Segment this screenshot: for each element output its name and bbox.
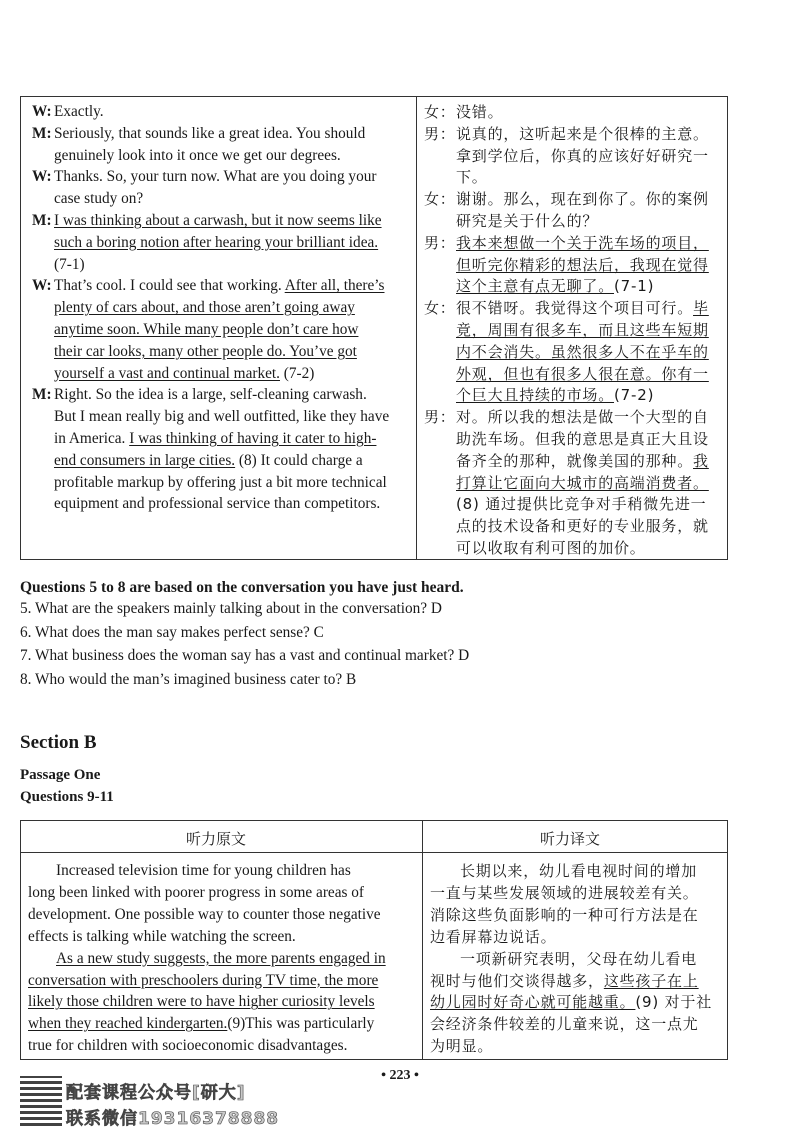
dialogue-en-line (54, 254, 85, 276)
underlined-text: After all, there’s (284, 277, 385, 295)
text-segment: 点的技术设备和更好的专业服务，就 (456, 517, 709, 536)
text-segment: 很不错呀。我觉得这个项目可行。 (456, 299, 694, 318)
section-b-title: Section B (20, 732, 97, 753)
underlined-text: 个巨大且持续的市场。 (456, 386, 615, 405)
passage-zh-line (460, 948, 697, 970)
question-item: 8. Who would the man’s imagined business cater to? B (20, 670, 357, 688)
dialogue-en-line (32, 210, 382, 232)
text-segment: 研究是关于什么的？ (456, 212, 599, 230)
passage-en-line (28, 991, 375, 1013)
dialogue-zh-line (424, 123, 709, 145)
dialogue-zh-line (424, 232, 709, 254)
text-segment: Seriously, that sounds like a great idea. You should (54, 124, 366, 142)
underlined-text: 这些孩子在上 (603, 971, 699, 990)
passage-en-line (28, 1035, 347, 1057)
underlined-text: 竟，周围有很多车，而且这些车短期 (456, 321, 709, 339)
passage-zh-line (430, 970, 699, 992)
passage-zh-line (430, 1013, 699, 1035)
passage-chinese-header: 听力译文 (540, 830, 601, 848)
underlined-text: yourself a vast and continual market. (54, 364, 280, 382)
underlined-text: 毕 (693, 299, 709, 318)
text-segment: equipment and professional service than competitors. (54, 495, 381, 513)
text-segment: Thanks. So, your turn now. What are you doing your (54, 168, 377, 186)
underlined-text: such a boring notion after hearing your brilliant idea. (54, 233, 379, 251)
passage-title: Passage One (20, 767, 101, 783)
speaker-label: 男： (424, 408, 456, 427)
speaker-label: M: (32, 124, 52, 142)
text-segment: long been linked with poorer progress in some areas of (28, 883, 365, 901)
text-segment: 说真的，这听起来是个很棒的主意。 (456, 124, 709, 143)
dialogue-zh-line (456, 428, 709, 450)
text-segment: (8) 通过提供比竞争对手稍微先进一 (456, 495, 707, 514)
passage-zh-line (430, 1035, 493, 1057)
page-number: • 223 • (381, 1068, 419, 1083)
dialogue-en-line (32, 101, 104, 123)
dialogue-zh-line (424, 188, 709, 210)
text-segment: 视时与他们交谈得越多， (430, 971, 604, 990)
text-segment: 谢谢。那么，现在到你了。你的案例 (456, 190, 709, 209)
passage-zh-line (430, 904, 699, 926)
passage-column-divider (422, 820, 423, 1060)
text-segment: But I mean really big and well outfitted, like they have (54, 408, 390, 426)
text-segment: 下。 (456, 168, 488, 187)
dialogue-zh-line (424, 406, 709, 428)
underlined-text: I was thinking about a carwash, but it now seems like (54, 212, 382, 229)
text-segment: 没错。 (456, 103, 504, 121)
text-segment: 助洗车场。但我的意思是真正大且设 (456, 430, 709, 448)
text-segment: case study on? (54, 190, 144, 208)
text-segment: 边看屏幕边说话。 (430, 927, 557, 946)
passage-en-line (28, 926, 296, 948)
speaker-label: M: (32, 386, 52, 404)
text-segment: (7-2) (614, 386, 655, 405)
dialogue-en-line (54, 406, 389, 428)
speaker-label: 男： (424, 124, 456, 143)
text-segment: (9) 对于社 (635, 993, 713, 1012)
text-segment: profitable markup by offering just a bit more technical (54, 473, 387, 491)
passage-zh-line (430, 882, 699, 904)
text-segment: 一项新研究表明，父母在幼儿看电 (460, 949, 698, 968)
speaker-label: 女： (424, 190, 456, 209)
underlined-text: 内不会消失。虽然很多人不在乎车的 (456, 342, 709, 361)
passage-zh-line (460, 860, 697, 882)
underlined-text: end consumers in large cities. (54, 451, 236, 469)
underlined-text: 我本来想做一个关于洗车场的项目， (456, 233, 709, 252)
dialogue-zh-line (456, 450, 709, 472)
text-segment: 可以收取有利可图的加价。 (456, 539, 646, 557)
text-segment: 会经济条件较差的儿童来说，这一点尤 (430, 1015, 699, 1034)
dialogue-en-line (54, 232, 378, 254)
passage-questions-range: Questions 9-11 (20, 789, 114, 805)
text-segment: Right. So the idea is a large, self-cleaning carwash. (54, 386, 367, 404)
dialogue-en-line (54, 428, 376, 450)
dialogue-zh-line (456, 145, 709, 167)
underlined-text: anytime soon. While many people don’t care how (54, 321, 359, 338)
dialogue-zh-line (456, 384, 654, 406)
underlined-text: their car looks, many other people do. You’ve got (54, 342, 357, 360)
dialogue-zh-line (456, 254, 709, 276)
dialogue-en-line (32, 384, 367, 406)
speaker-label: W: (32, 103, 52, 120)
question-item: 7. What business does the woman say has a vast and continual market? D (20, 647, 470, 664)
speaker-label: 男： (424, 233, 456, 252)
text-segment: (7-2) (279, 364, 315, 382)
dialogue-zh-line (456, 515, 709, 537)
passage-zh-line (430, 991, 712, 1013)
dialogue-zh-line (456, 363, 709, 385)
underlined-text: 外观，但也有很多人很在意。你有一 (456, 364, 709, 383)
text-segment: 备齐全的那种，就像美国的那种。 (456, 451, 694, 470)
dialogue-en-line (54, 493, 380, 515)
text-segment: 长期以来，幼儿看电视时间的增加 (460, 862, 698, 880)
text-segment: true for children with socioeconomic disadvantages. (28, 1037, 348, 1055)
speaker-label: 女： (424, 103, 456, 121)
dialogue-zh-line (456, 537, 646, 559)
dialogue-zh-line (456, 472, 709, 494)
passage-en-line (28, 970, 378, 992)
text-segment: genuinely look into it once we get our degrees. (54, 146, 341, 164)
text-segment: (7-1) (54, 255, 85, 273)
passage-header-divider (20, 852, 728, 853)
text-segment: (8) It could charge a (235, 451, 363, 469)
question-item: 5. What are the speakers mainly talking about in the conversation? D (20, 600, 442, 617)
questions-heading: Questions 5 to 8 are based on the conversation you have just heard. (20, 579, 464, 596)
text-segment: That’s cool. I could see that working. (54, 277, 285, 295)
dialogue-zh-line (456, 341, 709, 363)
dialogue-zh-line (456, 166, 488, 188)
underlined-text: 幼儿园时好奇心就可能越重。 (430, 993, 636, 1012)
text-segment: (7-1) (614, 277, 655, 296)
passage-en-line (56, 860, 351, 882)
dialogue-en-line (54, 450, 363, 472)
dialogue-en-line (54, 188, 143, 210)
passage-english-header: 听力原文 (186, 830, 247, 848)
text-segment: 拿到学位后，你真的应该好好研究一 (456, 146, 709, 165)
underlined-text: 打算让它面向大城市的高端消费者。 (456, 473, 709, 492)
dialogue-zh-line (456, 493, 706, 515)
dialogue-en-line (54, 319, 358, 341)
passage-en-line (28, 904, 381, 926)
underlined-text: 但听完你精彩的想法后，我现在觉得 (456, 255, 709, 274)
speaker-label: W: (32, 168, 52, 186)
dialogue-en-line (54, 145, 341, 167)
underlined-text: conversation with preschoolers during TV time, the more (28, 971, 379, 989)
underlined-text: 我 (693, 451, 709, 470)
dialogue-zh-line (456, 275, 654, 297)
text-segment: 一直与某些发展领域的进展较差有关。 (430, 883, 699, 902)
dialogue-en-line (54, 472, 387, 494)
passage-en-line (28, 1013, 374, 1035)
underlined-text: As a new study suggests, the more parents engaged in (56, 949, 386, 967)
watermark-line-2: 联系微信19316378888 (66, 1109, 280, 1129)
dialogue-en-line (32, 166, 377, 188)
text-segment: Exactly. (54, 103, 104, 120)
text-segment: Increased television time for young children has (56, 862, 351, 879)
watermark-line-1: 配套课程公众号[研大] (66, 1083, 246, 1103)
text-segment: 消除这些负面影响的一种可行方法是在 (430, 905, 699, 924)
text-segment: in America. (54, 430, 130, 447)
speaker-label: 女： (424, 299, 456, 318)
dialogue-zh-line (456, 319, 709, 341)
underlined-text: I was thinking of having it cater to high- (129, 430, 377, 447)
dialogue-zh-line (424, 101, 504, 123)
text-segment: effects is talking while watching the screen. (28, 927, 296, 945)
dialogue-column-divider (416, 96, 417, 559)
text-segment: 对。所以我的想法是做一个大型的自 (456, 408, 709, 427)
dialogue-zh-line (424, 297, 709, 319)
dialogue-en-line (54, 297, 355, 319)
dialogue-zh-line (456, 210, 598, 232)
passage-en-line (28, 882, 364, 904)
dialogue-en-line (54, 341, 357, 363)
dialogue-en-line (54, 363, 314, 385)
passage-zh-line (430, 926, 556, 948)
dialogue-en-line (32, 123, 366, 145)
dialogue-en-line (32, 275, 385, 297)
text-segment: (9)This was particularly (227, 1015, 375, 1033)
speaker-label: W: (32, 277, 52, 295)
underlined-text: likely those children were to have higher curiosity levels (28, 993, 375, 1011)
passage-en-line (56, 948, 386, 970)
speaker-label: M: (32, 212, 52, 229)
underlined-text: 这个主意有点无聊了。 (456, 277, 615, 296)
question-item: 6. What does the man say makes perfect sense? C (20, 623, 324, 641)
underlined-text: plenty of cars about, and those aren’t going away (54, 299, 355, 317)
qr-code-icon (20, 1076, 62, 1126)
text-segment: 为明显。 (430, 1037, 494, 1056)
text-segment: development. One possible way to counter those negative (28, 905, 381, 923)
underlined-text: when they reached kindergarten. (28, 1015, 228, 1033)
